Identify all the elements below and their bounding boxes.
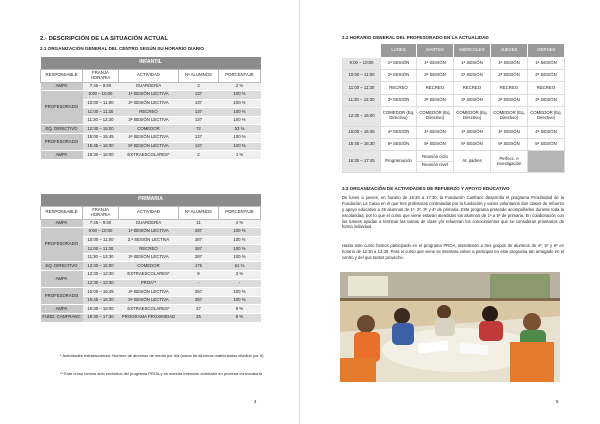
table-row	[41, 314, 261, 323]
percent-cell: 100 %	[219, 296, 261, 305]
time-slot-cell: 15:00 – 15:45	[83, 134, 119, 143]
schedule-cell: 3ª SESIÓN	[381, 94, 417, 106]
paragraph-proximidad: De lunes a jueves, en horario de 16:30 a 17:30, la Fundación Canfranc desarrolla el programa Proximidad de la Fundación La Caixa en el que tres profesoras contratadas por la fundación y varios voluntarios dan clases de refuerzo y apoyo educativo a 25 alumnos de 1º, 2º, 3º y 4º de primaria. Este programa pretende acompañarles durante toda la escolaridad, por lo que el curso que viene estaran atendidos los alumnos de 1º a 5º de primaria. En colaboración con los tutores ayudan a terminar las tareas de clase y/o refuerzan los conocimientos que se consideran prioritarios de forma individual.	[342, 195, 564, 230]
column-header: PORCENTAJE	[219, 69, 261, 82]
table-row	[41, 125, 261, 134]
schedule-cell: RECREO	[454, 82, 491, 94]
schedule-cell-programacion: Programación	[381, 151, 417, 173]
schedule-cell: COMEDOR (Eq. Directivo)	[528, 106, 565, 126]
right-page	[300, 0, 600, 424]
schedule-cell: 5ª SESIÓN	[454, 138, 491, 150]
day-header: MIÉRCOLES	[454, 44, 491, 58]
column-header: ACTIVIDAD	[119, 206, 179, 219]
table-row	[41, 151, 261, 160]
schedule-cell: 4ª SESIÓN	[491, 126, 528, 138]
students-cell: 137	[179, 142, 219, 151]
infantil-band: INFANTIL	[41, 57, 261, 69]
activity-cell: 2.ª SESIÓN LECTIVA	[119, 236, 179, 245]
time-slot-cell: 7:45 – 9:00	[83, 219, 119, 228]
reunion-nivel: Reunión nivel	[421, 162, 449, 168]
schedule-cell: 4ª SESIÓN	[528, 126, 565, 138]
schedule-cell: 5ª SESIÓN	[528, 138, 565, 150]
schedule-cell: RECREO	[491, 82, 528, 94]
activity-cell: 5ª SESIÓN LECTIVA	[119, 296, 179, 305]
schedule-row	[343, 151, 565, 173]
responsable-cell: AMPA	[41, 219, 83, 228]
schedule-cell: 5ª SESIÓN	[381, 138, 417, 150]
activity-cell: EXTRAESCOLARES*	[119, 305, 179, 314]
students-cell: 175	[179, 262, 219, 271]
schedule-cell: 1ª SESIÓN	[454, 58, 491, 70]
activity-cell: 5ª SESIÓN LECTIVA	[119, 142, 179, 151]
time-slot-cell: 7:45 – 9:00	[83, 82, 119, 91]
schedule-cell-perfeccionamiento: Perfecc. e investigación	[491, 151, 528, 173]
teacher-schedule-table	[342, 43, 565, 173]
schedule-row	[343, 106, 565, 126]
schedule-cell: 5ª SESIÓN	[491, 138, 528, 150]
column-header: ACTIVIDAD	[119, 69, 179, 82]
infantil-table	[40, 57, 261, 160]
page-number: 4	[254, 399, 257, 404]
responsable-cell: PROFESORADO	[41, 134, 83, 151]
day-header: MARTES	[417, 44, 454, 58]
table-row	[41, 271, 261, 280]
responsable-cell: AMPA	[41, 305, 83, 314]
percent-cell: 100 %	[219, 288, 261, 297]
table-row	[41, 262, 261, 271]
responsable-cell: AMPA	[41, 151, 83, 160]
schedule-cell: COMEDOR (Eq. Directivo)	[417, 106, 454, 126]
table-row	[41, 219, 261, 228]
schedule-row	[343, 94, 565, 106]
time-slot-cell: 11:30 – 12:30	[343, 94, 381, 106]
schedule-cell: 1ª SESIÓN	[491, 58, 528, 70]
subsection-heading-2-3: 2.3 ORGANIZACIÓN DE ACTIVIDADES DE REFUERZO Y APOYO EDUCATIVO	[342, 186, 510, 191]
schedule-cell: 1ª SESIÓN	[417, 58, 454, 70]
activity-cell: 2ª SESIÓN LECTIVA	[119, 99, 179, 108]
percent-cell: -	[219, 279, 261, 288]
table-row	[41, 288, 261, 297]
percent-cell: 100 %	[219, 142, 261, 151]
time-slot-cell: 9:00 – 10:00	[83, 91, 119, 100]
schedule-cell-atencion-padres: At. padres	[454, 151, 491, 173]
subsection-heading-2-1: 2.1 ORGANIZACIÓN GENERAL DEL CENTRO SEGÚN SU HORARIO DIARIO	[40, 46, 204, 51]
schedule-cell: 2ª SESIÓN	[491, 70, 528, 82]
responsable-cell: EQ. DIRECTIVO	[41, 262, 83, 271]
students-cell: 287	[179, 253, 219, 262]
schedule-cell: 2ª SESIÓN	[381, 70, 417, 82]
page-number: 5	[556, 399, 559, 404]
percent-cell: 100 %	[219, 245, 261, 254]
day-header: JUEVES	[491, 44, 528, 58]
activity-cell: GUARDERÍA	[119, 82, 179, 91]
activity-cell: COMEDOR	[119, 125, 179, 134]
time-slot-cell: 9:00 – 10:00	[83, 228, 119, 237]
schedule-cell: 4ª SESIÓN	[417, 126, 454, 138]
schedule-cell: RECREO	[417, 82, 454, 94]
schedule-cell: 3ª SESIÓN	[417, 94, 454, 106]
time-slot-cell: 15:45 – 16:30	[343, 138, 381, 150]
corner-cell	[343, 44, 381, 58]
time-slot-cell: 10:00 – 11:00	[343, 70, 381, 82]
activity-cell: EXTRAESCOLARES*	[119, 271, 179, 280]
percent-cell: 9 %	[219, 314, 261, 323]
time-slot-cell: 12:30 – 15:00	[83, 262, 119, 271]
percent-cell: 1 %	[219, 151, 261, 160]
students-cell: 137	[179, 116, 219, 125]
table-row	[41, 91, 261, 100]
time-slot-cell: 16:30 – 17:45	[343, 151, 381, 173]
students-cell: 2	[179, 151, 219, 160]
time-slot-cell: 15:00 – 15:45	[343, 126, 381, 138]
activity-cell: EXTRAESCOLARES*	[119, 151, 179, 160]
time-slot-cell: 11:30 – 12:30	[83, 116, 119, 125]
students-cell: 27	[179, 305, 219, 314]
schedule-cell: COMEDOR (Eq. Directivo)	[454, 106, 491, 126]
classroom-photo	[340, 272, 560, 382]
activity-cell: 4ª SESIÓN LECTIVA	[119, 288, 179, 297]
percent-cell: 100 %	[219, 91, 261, 100]
time-slot-cell: 11:00 – 11:30	[343, 82, 381, 94]
percent-cell: 100 %	[219, 99, 261, 108]
responsable-cell: FUND. CANFRANC	[41, 314, 83, 323]
percent-cell: 9 %	[219, 305, 261, 314]
column-header: FRANJA HORARIA	[83, 69, 119, 82]
section-heading: 2.- DESCRIPCIÓN DE LA SITUACIÓN ACTUAL	[40, 36, 169, 42]
time-slot-cell: 12:30 – 13:30	[83, 271, 119, 280]
schedule-cell-reuniones	[417, 151, 454, 173]
students-cell: 137	[179, 108, 219, 117]
time-slot-cell: 15:00 – 15:45	[83, 288, 119, 297]
schedule-row	[343, 82, 565, 94]
responsable-cell: EQ. DIRECTIVO	[41, 125, 83, 134]
schedule-row	[343, 70, 565, 82]
percent-cell: 100 %	[219, 228, 261, 237]
students-cell: 25	[179, 314, 219, 323]
column-header: Nº ALUMNOS	[179, 69, 219, 82]
activity-cell: GUARDERÍA	[119, 219, 179, 228]
footnote-proa: ** Este curso hemos sido excluidos del programa PROA y es nuestra intención solicitarlo en próxima convocatoria	[60, 371, 262, 376]
schedule-cell: 4ª SESIÓN	[381, 126, 417, 138]
responsable-cell: PROFESORADO	[41, 228, 83, 262]
time-slot-cell: 11:00 – 11:30	[83, 245, 119, 254]
subsection-heading-2-2: 2.2 HORARIO GENERAL DEL PROFESORADO EN LA ACTUALIDAD	[342, 35, 489, 40]
schedule-cell: 3ª SESIÓN	[454, 94, 491, 106]
table-row	[41, 228, 261, 237]
students-cell: 287	[179, 228, 219, 237]
time-slot-cell: 12:30 – 13:30	[83, 279, 119, 288]
day-header: VIERNES	[528, 44, 565, 58]
column-header: RESPONSABLE	[41, 206, 83, 219]
time-slot-cell: 10:00 – 11:00	[83, 99, 119, 108]
schedule-row	[343, 58, 565, 70]
percent-cell: 100 %	[219, 134, 261, 143]
time-slot-cell: 11:30 – 12:30	[83, 253, 119, 262]
activity-cell: 3ª SESIÓN LECTIVA	[119, 253, 179, 262]
activity-cell: RECREO	[119, 108, 179, 117]
schedule-cell: 5ª SESIÓN	[417, 138, 454, 150]
activity-cell: PROGRAMA PROXIMIDAD	[119, 314, 179, 323]
table-row	[41, 134, 261, 143]
percent-cell: 3 %	[219, 271, 261, 280]
students-cell: 137	[179, 99, 219, 108]
students-cell: 3	[179, 82, 219, 91]
time-slot-cell: 16:30 – 18:00	[83, 305, 119, 314]
time-slot-cell: 10:00 – 11:00	[83, 236, 119, 245]
activity-cell: RECREO	[119, 245, 179, 254]
time-slot-cell: 15:45 – 16:30	[83, 142, 119, 151]
schedule-cell: COMEDOR (Eq. Directivo)	[381, 106, 417, 126]
responsable-cell: AMPA	[41, 271, 83, 288]
day-header: LUNES	[381, 44, 417, 58]
students-cell: 11	[179, 219, 219, 228]
time-slot-cell: 12:30 – 15:00	[343, 106, 381, 126]
time-slot-cell: 16:30 – 18:00	[83, 151, 119, 160]
column-header: FRANJA HORARIA	[83, 206, 119, 219]
schedule-cell: 3ª SESIÓN	[491, 94, 528, 106]
primaria-table	[40, 194, 261, 323]
schedule-cell-empty	[528, 151, 565, 173]
students-cell: 137	[179, 91, 219, 100]
students-cell: 287	[179, 288, 219, 297]
students-cell: 137	[179, 134, 219, 143]
footnote-extraescolares: * Actividades extraescolares: Número de alumnos de media por día (suma de alumnos matriculados dividido por 5)	[60, 353, 264, 358]
activity-cell: PROA**	[119, 279, 179, 288]
responsable-cell: PROFESORADO	[41, 91, 83, 125]
students-cell: 9	[179, 271, 219, 280]
schedule-cell: 2ª SESIÓN	[528, 70, 565, 82]
percent-cell: 100 %	[219, 108, 261, 117]
students-cell: 287	[179, 236, 219, 245]
students-cell: 287	[179, 245, 219, 254]
students-cell: -	[179, 279, 219, 288]
schedule-cell: 2ª SESIÓN	[417, 70, 454, 82]
schedule-cell: 2ª SESIÓN	[454, 70, 491, 82]
percent-cell: 100 %	[219, 236, 261, 245]
schedule-row	[343, 126, 565, 138]
percent-cell: 61 %	[219, 262, 261, 271]
table-row	[41, 82, 261, 91]
activity-cell: 1ª SESIÓN LECTIVA	[119, 91, 179, 100]
percent-cell: 100 %	[219, 116, 261, 125]
activity-cell: 4ª SESIÓN LECTIVA	[119, 134, 179, 143]
schedule-cell: RECREO	[528, 82, 565, 94]
percent-cell: 4 %	[219, 219, 261, 228]
schedule-cell: 3ª SESIÓN	[528, 94, 565, 106]
column-header: PORCENTAJE	[219, 206, 261, 219]
time-slot-cell: 15:45 – 16:30	[83, 296, 119, 305]
percent-cell: 100 %	[219, 253, 261, 262]
schedule-row	[343, 138, 565, 150]
schedule-cell: 4ª SESIÓN	[454, 126, 491, 138]
responsable-cell: AMPA	[41, 82, 83, 91]
time-slot-cell: 16:30 – 17:30	[83, 314, 119, 323]
column-header: RESPONSABLE	[41, 69, 83, 82]
column-header: Nº ALUMNOS	[179, 206, 219, 219]
time-slot-cell: 12:30 – 15:00	[83, 125, 119, 134]
time-slot-cell: 9:00 – 10:00	[343, 58, 381, 70]
paragraph-proa: Hasta este curso hemos participado en el programa PROA, atendiendo a tres grupos de alumnos de 4º, 5º y 6º en horario de 12:30 a 13:30. Para el curso que viene se intentara volver a participar en este programa tan arraigado en el centro y del que tantos provecho.	[342, 243, 564, 260]
activity-cell: COMEDOR	[119, 262, 179, 271]
reunion-ciclo: Reunión ciclo	[417, 154, 453, 162]
activity-cell: 3ª SESIÓN LECTIVA	[119, 116, 179, 125]
schedule-cell: 1ª SESIÓN	[381, 58, 417, 70]
schedule-cell: RECREO	[381, 82, 417, 94]
primaria-band: PRIMARIA	[41, 194, 261, 206]
percent-cell: 53 %	[219, 125, 261, 134]
percent-cell: 2 %	[219, 82, 261, 91]
schedule-cell: COMEDOR (Eq. Directivo)	[491, 106, 528, 126]
students-cell: 287	[179, 296, 219, 305]
table-row	[41, 305, 261, 314]
schedule-cell: 1ª SESIÓN	[528, 58, 565, 70]
students-cell: 72	[179, 125, 219, 134]
responsable-cell: PROFESORADO	[41, 288, 83, 305]
activity-cell: 1ª SESIÓN LECTIVA	[119, 228, 179, 237]
time-slot-cell: 11:00 – 11:30	[83, 108, 119, 117]
